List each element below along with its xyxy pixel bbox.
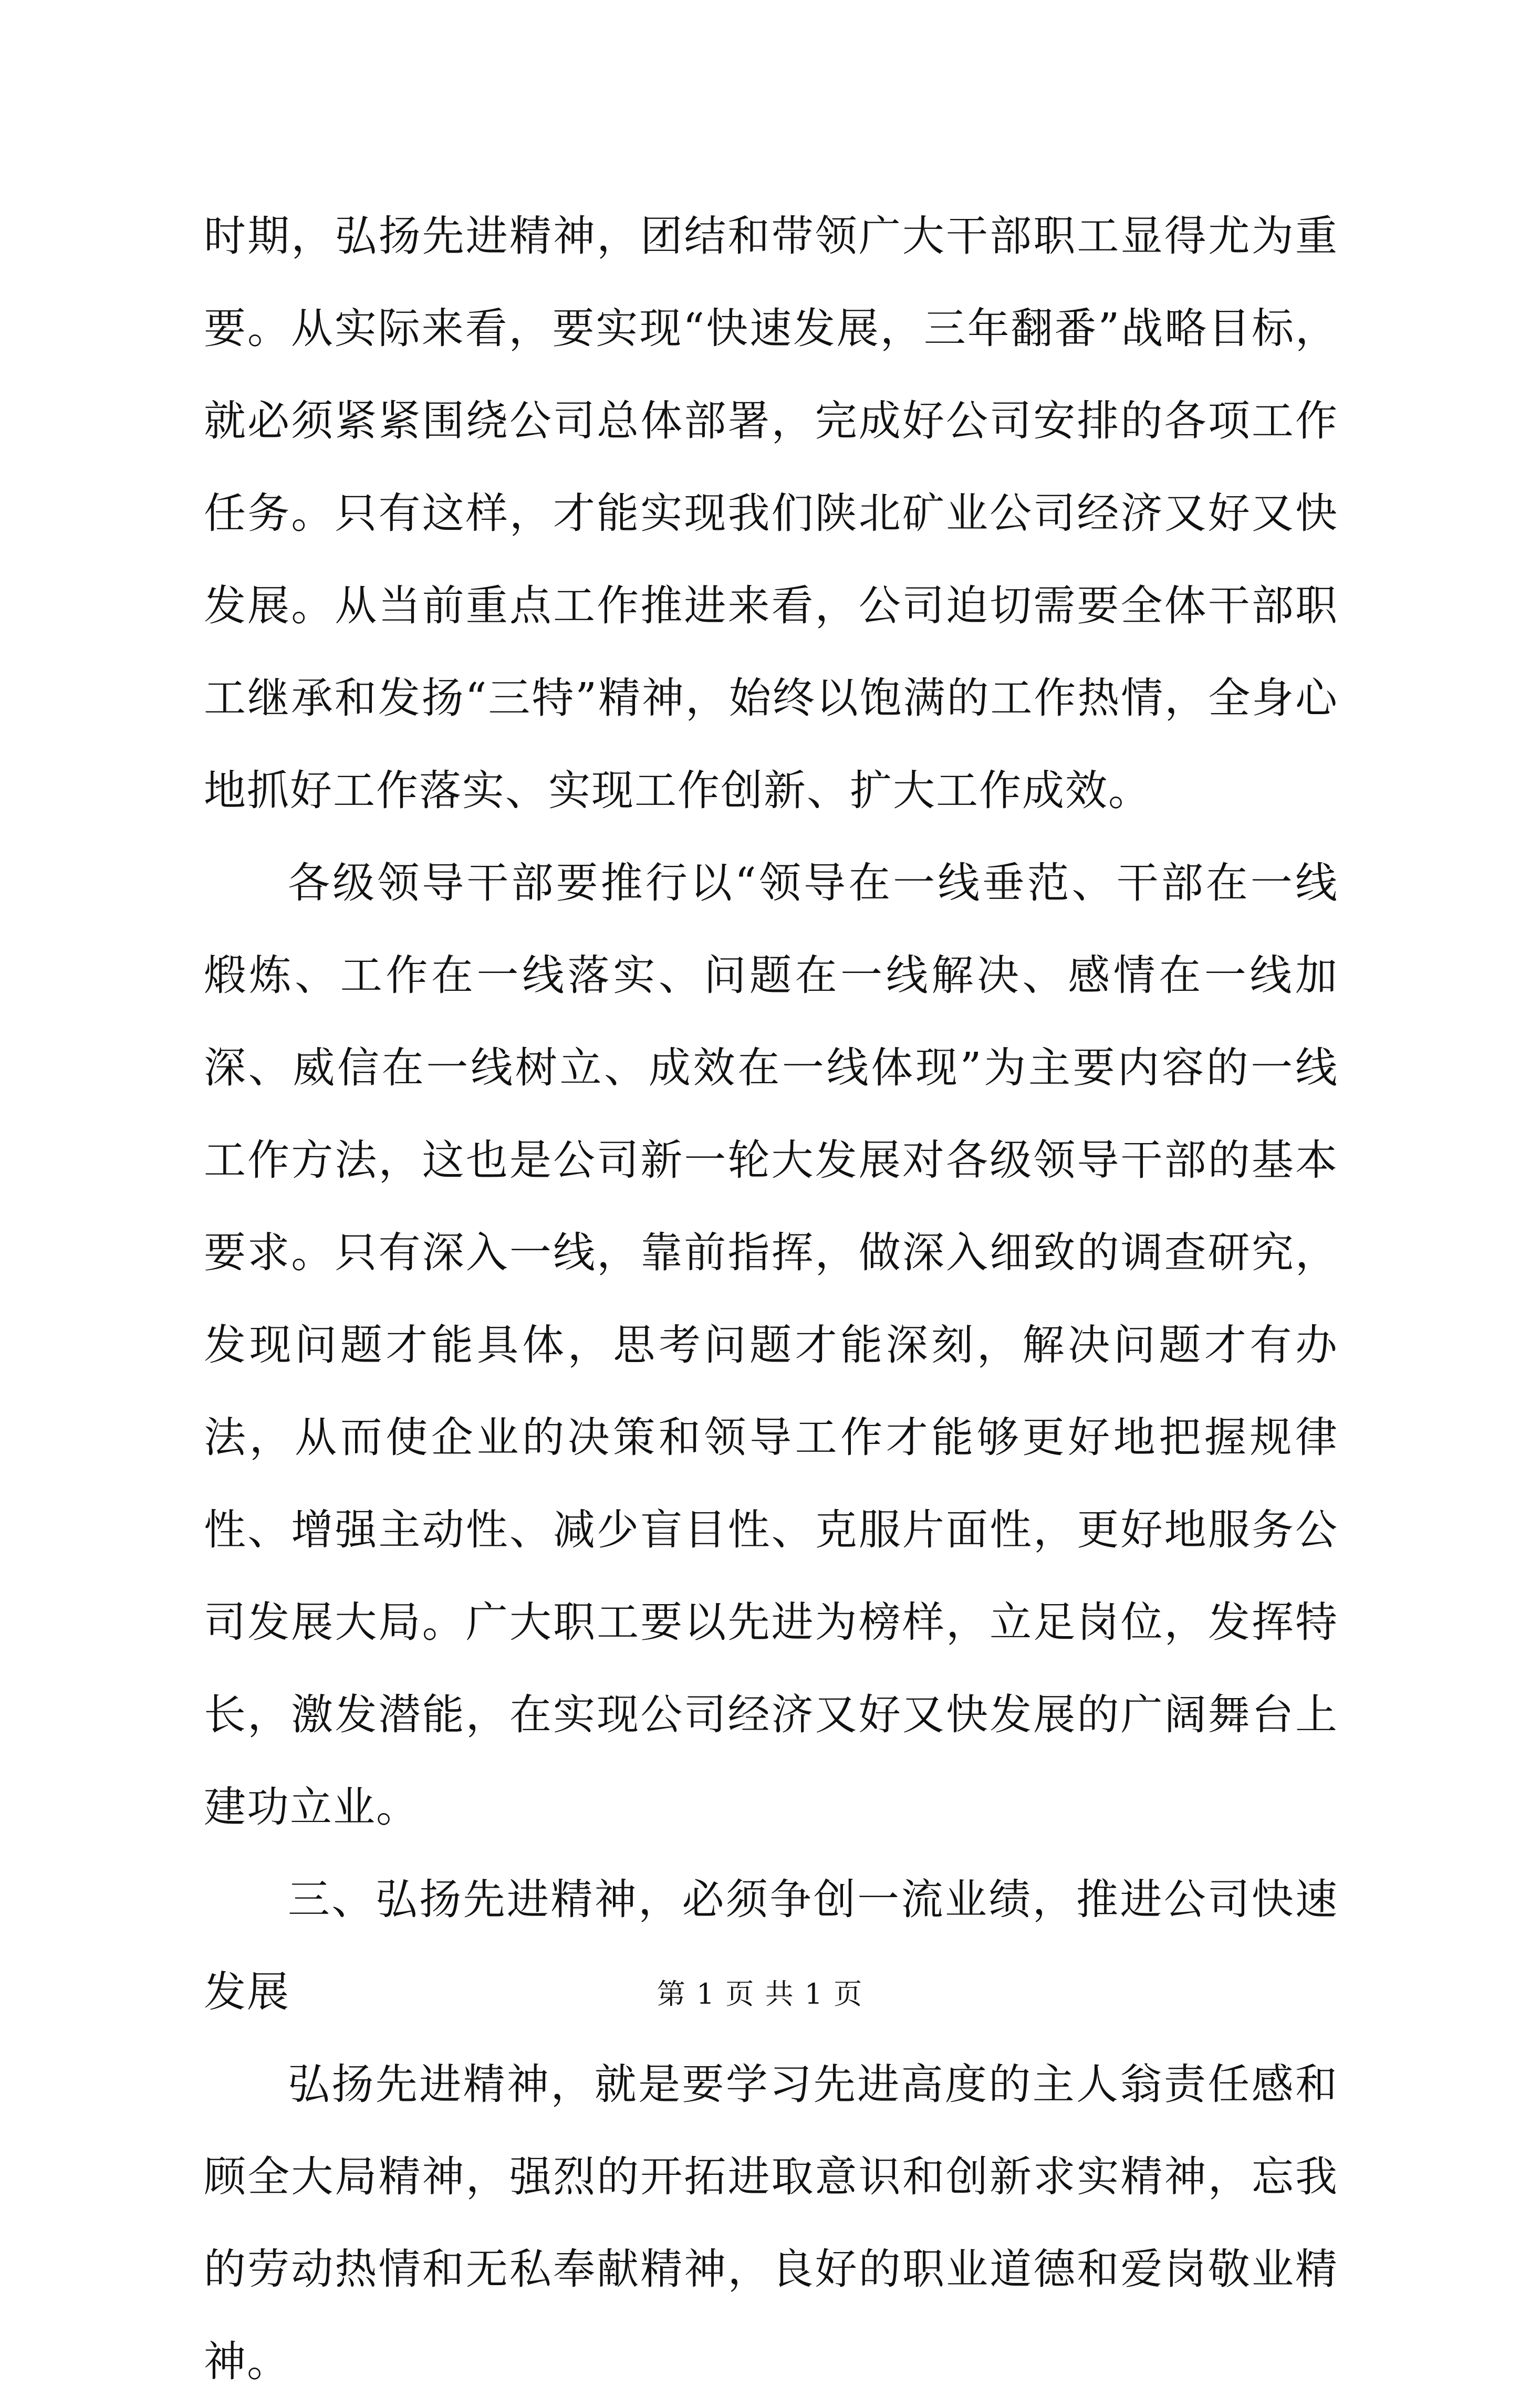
section-heading-three: 三、弘扬先进精神，必须争创一流业绩，推进公司快速发展 xyxy=(204,1875,1338,2016)
paragraph-continued: 时期，弘扬先进精神，团结和带领广大干部职工显得尤为重要。从实际来看，要实现“快速发展，三年翻番”战略目标，就必须紧紧围绕公司总体部署，完成好公司安排的各项工作任务。只有这样，才能实现我们陕北矿业公司经济又好又快发展。从当前重点工作推进来看，公司迫切需要全体干部职工继承和发扬“三特”精神，始终以饱满的工作热情，全身心地抓好工作落实、实现工作创新、扩大工作成效。 xyxy=(204,212,1338,815)
document-body xyxy=(204,190,1338,2408)
page-number-footer: 第 1 页 共 1 页 xyxy=(657,1977,863,2011)
paragraph-advanced-spirit: 弘扬先进精神，就是要学习先进高度的主人翁责任感和顾全大局精神，强烈的开拓进取意识和创新求实精神，忘我的劳动热情和无私奉献精神，良好的职业道德和爱岗敬业精神。 xyxy=(204,2060,1338,2386)
paragraph-frontline-method: 各级领导干部要推行以“领导在一线垂范、干部在一线煅炼、工作在一线落实、问题在一线解决、感情在一线加深、威信在一线树立、成效在一线体现”为主要内容的一线工作方法，这也是公司新一轮大发展对各级领导干部的基本要求。只有深入一线，靠前指挥，做深入细致的调查研究，发现问题才能具体，思考问题才能深刻，解决问题才有办法，从而使企业的决策和领导工作才能够更好地把握规律性、增强主动性、减少盲目性、克服片面性，更好地服务公司发展大局。广大职工要以先进为榜样，立足岗位，发挥特长，激发潜能，在实现公司经济又好又快发展的广阔舞台上建功立业。 xyxy=(204,858,1338,1831)
